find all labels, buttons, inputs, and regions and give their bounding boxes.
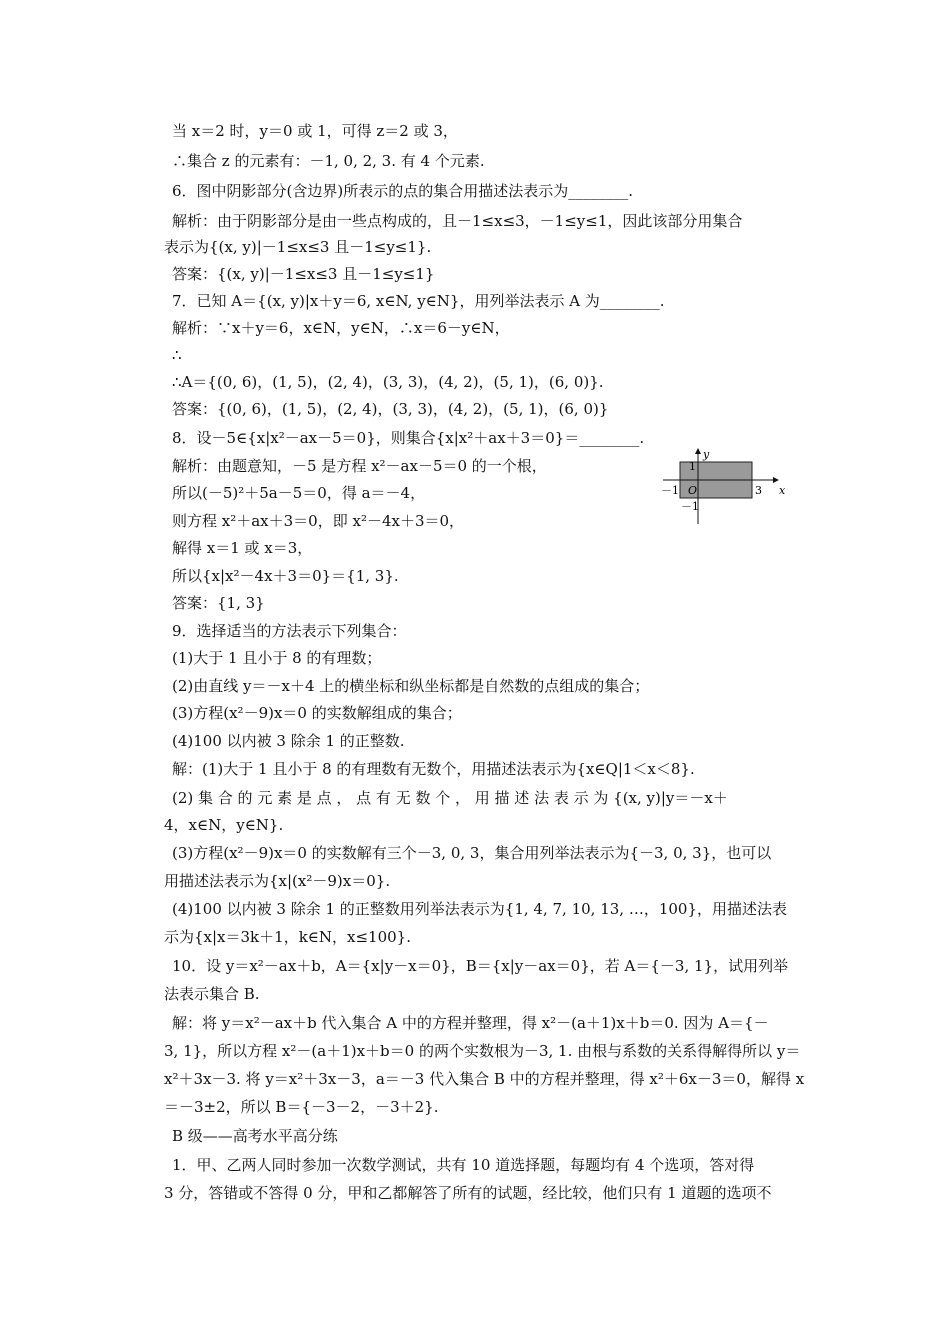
y-axis-arrow xyxy=(695,448,701,454)
text-line: 则方程 x²＋ax＋3＝0，即 x²－4x＋3＝0， xyxy=(172,512,465,530)
text-line: 示为{x|x＝3k＋1，k∈N，x≤100}. xyxy=(164,928,411,946)
text-line: 法表示集合 B. xyxy=(164,985,260,1003)
y-axis-label: y xyxy=(703,448,710,461)
text-line: 1．甲、乙两人同时参加一次数学测试，共有 10 道选择题，每题均有 4 个选项，答对得 xyxy=(172,1156,755,1174)
text-line: 表示为{(x, y)|－1≤x≤3 且－1≤y≤1}. xyxy=(164,238,432,256)
text-line: 7．已知 A＝{(x, y)|x＋y＝6, x∈N, y∈N}，用列举法表示 A 为________. xyxy=(172,292,665,310)
text-line: 解：(1)大于 1 且小于 8 的有理数有无数个，用描述法表示为{x∈Q|1＜x＜8}. xyxy=(172,760,695,778)
text-line: ＝－3±2，所以 B＝{－3－2，－3＋2}. xyxy=(164,1098,439,1116)
text-line: ∴集合 z 的元素有：－1, 0, 2, 3. 有 4 个元素. xyxy=(172,152,485,170)
tick-x-left: －1 xyxy=(661,484,679,497)
text-line: 所以{x|x²－4x＋3＝0}＝{1, 3}. xyxy=(172,567,399,585)
text-line: (4)100 以内被 3 除余 1 的正整数. xyxy=(172,732,405,750)
text-line: (2)由直线 y＝－x＋4 上的横坐标和纵坐标都是自然数的点组成的集合； xyxy=(172,677,650,695)
text-line: 答案：{(0, 6)，(1, 5)，(2, 4)，(3, 3)，(4, 2)，(5, 1)，(6, 0)} xyxy=(172,400,609,418)
tick-y-bottom: －1 xyxy=(681,500,699,513)
x-axis-label: x xyxy=(779,484,785,497)
text-line: 8．设－5∈{x|x²－ax－5＝0}，则集合{x|x²＋ax＋3＝0}＝________. xyxy=(172,429,645,447)
text-line: (3)方程(x²－9)x＝0 的实数解组成的集合； xyxy=(172,704,462,722)
text-line: 解：将 y＝x²－ax＋b 代入集合 A 中的方程并整理，得 x²－(a＋1)x＋b＝0. 因为 A＝{－ xyxy=(172,1014,769,1032)
text-line: 解析：由于阴影部分是由一些点构成的，且－1≤x≤3，－1≤y≤1，因此该部分用集合 xyxy=(172,212,743,230)
text-line: 用描述法表示为{x|(x²－9)x＝0}. xyxy=(164,872,391,890)
shaded-region-figure xyxy=(655,448,785,528)
tick-x-right: 3 xyxy=(755,484,762,497)
text-line: x²＋3x－3. 将 y＝x²＋3x－3，a＝－3 代入集合 B 中的方程并整理，得 x²＋6x－3＝0，解得 x xyxy=(164,1070,805,1088)
text-line: 6．图中阴影部分(含边界)所表示的点的集合用描述法表示为________. xyxy=(172,182,634,200)
text-line: (3)方程(x²－9)x＝0 的实数解有三个－3, 0, 3，集合用列举法表示为{－3, 0, 3}，也可以 xyxy=(172,844,772,862)
text-line: 答案：{1, 3} xyxy=(172,594,265,612)
origin-label: O xyxy=(688,484,698,497)
tick-y-top: 1 xyxy=(689,460,696,473)
text-line: 解析：∵x＋y＝6，x∈N，y∈N，∴x＝6－y∈N， xyxy=(172,319,510,337)
text-line: 10．设 y＝x²－ax＋b，A＝{x|y－x＝0}，B＝{x|y－ax＝0}，若 A＝{－3, 1}，试用列举 xyxy=(172,957,789,975)
text-line: 所以(－5)²＋5a－5＝0，得 a＝－4， xyxy=(172,484,426,502)
text-line: (1)大于 1 且小于 8 的有理数； xyxy=(172,649,382,667)
text-line: ∴ xyxy=(172,346,182,364)
text-line: ∴A＝{(0, 6)，(1, 5)，(2, 4)，(3, 3)，(4, 2)，(5, 1)，(6, 0)}. xyxy=(172,373,604,391)
text-line: (4)100 以内被 3 除余 1 的正整数用列举法表示为{1, 4, 7, 10, 13, …，100}，用描述法表 xyxy=(172,900,788,918)
text-line: 3 分，答错或不答得 0 分，甲和乙都解答了所有的试题，经比较，他们只有 1 道题的选项不 xyxy=(164,1184,772,1202)
text-line: B 级——高考水平高分练 xyxy=(172,1127,338,1145)
text-line: 当 x＝2 时，y＝0 或 1，可得 z＝2 或 3， xyxy=(172,122,458,140)
text-line: 3, 1}，所以方程 x²－(a＋1)x＋b＝0 的两个实数根为－3, 1. 由根与系数的关系得解得所以 y＝ xyxy=(164,1042,801,1060)
x-axis-arrow xyxy=(773,477,779,483)
text-line: (2) 集 合 的 元 素 是 点 ， 点 有 无 数 个 ， 用 描 述 法 表 示 为 {(x, y)|y＝－x＋ xyxy=(172,789,728,807)
text-line: 解得 x＝1 或 x＝3， xyxy=(172,539,313,557)
text-line: 4，x∈N，y∈N}. xyxy=(164,816,284,834)
text-line: 答案：{(x, y)|－1≤x≤3 且－1≤y≤1} xyxy=(172,265,435,283)
text-line: 解析：由题意知，－5 是方程 x²－ax－5＝0 的一个根， xyxy=(172,457,547,475)
text-line: 9．选择适当的方法表示下列集合： xyxy=(172,622,407,640)
